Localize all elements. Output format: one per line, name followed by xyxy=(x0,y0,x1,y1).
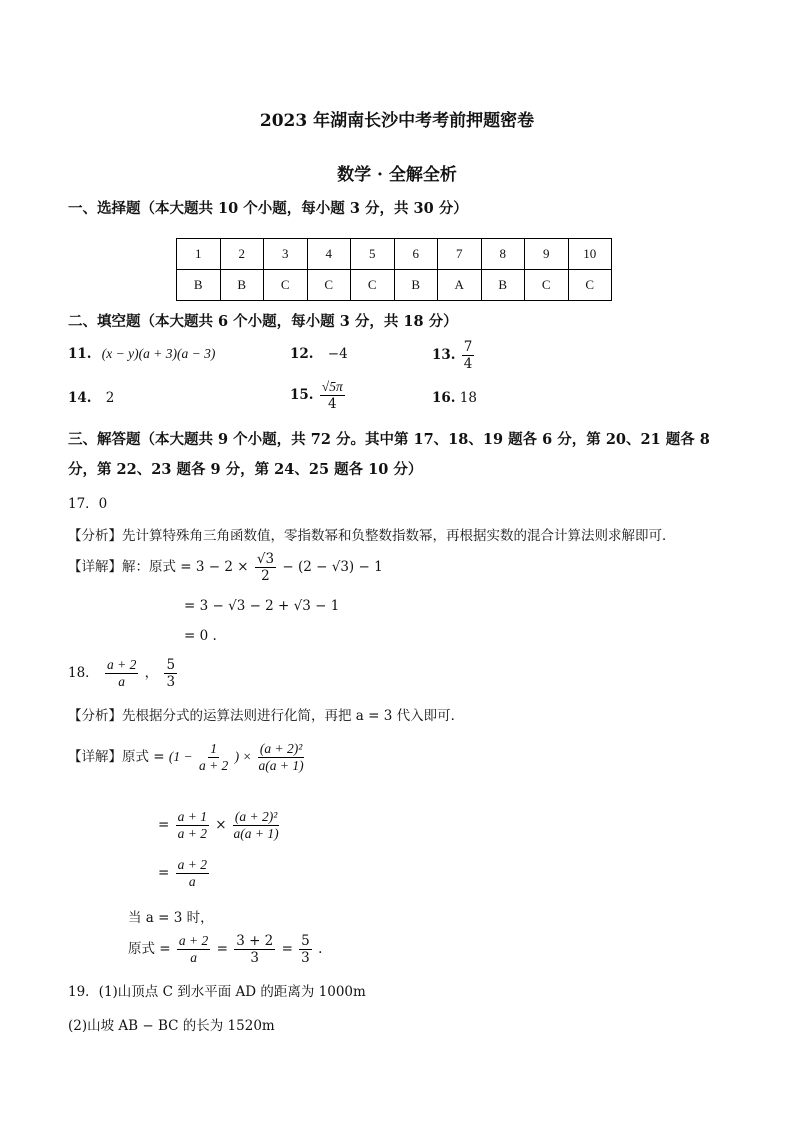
analysis-text: 先计算特殊角三角函数值，零指数幂和负整数指数幂，再根据实数的混合计算法则求解即可． xyxy=(122,528,676,544)
q13-fraction xyxy=(462,340,475,371)
q13-denominator: 4 xyxy=(463,356,473,373)
table-cell-answer: B xyxy=(177,270,221,301)
q18-final xyxy=(128,934,322,965)
q18-ans-denominator: a xyxy=(118,674,126,690)
fill-q13 xyxy=(432,340,476,371)
table-cell-answer: B xyxy=(481,270,525,301)
table-cell-answer: B xyxy=(394,270,438,301)
q12-answer: −4 xyxy=(327,346,348,362)
q18-step2-times: × xyxy=(215,817,227,834)
fill-q16 xyxy=(432,390,477,406)
q16-label: 16. xyxy=(432,390,456,406)
analysis-tag: 【分析】 xyxy=(68,708,122,724)
table-cell-number: 7 xyxy=(438,239,482,270)
q18-step1-frac1 xyxy=(199,742,228,773)
answer-table xyxy=(176,238,612,301)
q18-final-eq1: = xyxy=(216,941,228,958)
q18-ans-numerator: a + 2 xyxy=(105,658,138,674)
q18-analysis xyxy=(68,704,464,724)
detail-tag: 【详解】 xyxy=(68,559,122,576)
q18-label: 18． xyxy=(68,665,99,682)
q18-step1-b: ) × xyxy=(234,749,252,765)
q18-final-frac3 xyxy=(299,934,312,965)
q18-frac-denominator: a xyxy=(190,950,197,966)
q18-detail-step1 xyxy=(68,742,306,773)
page-subtitle: 数学 · 全解全析 xyxy=(337,165,457,185)
q18-frac-numerator: a + 1 xyxy=(176,810,209,826)
table-cell-answer: C xyxy=(351,270,395,301)
table-cell-answer: B xyxy=(220,270,264,301)
q18-step3 xyxy=(158,858,211,889)
analysis-text: 先根据分式的运算法则进行化简，再把 a = 3 代入即可． xyxy=(122,708,465,724)
q17-step1-fraction xyxy=(255,552,276,583)
table-cell-number: 2 xyxy=(220,239,264,270)
q17-step2: = 3 − √3 − 2 + √3 − 1 xyxy=(184,598,340,614)
q18-final-end: . xyxy=(318,941,323,958)
q17-detail-step1 xyxy=(68,552,383,583)
q15-numerator: √5π xyxy=(320,380,345,396)
q15-denominator: 4 xyxy=(327,396,337,413)
q19-line1: 19．(1)山顶点 C 到水平面 AD 的距离为 1000m xyxy=(68,984,366,1000)
page-title: 2023 年湖南长沙中考考前押题密卷 xyxy=(259,111,535,131)
table-cell-number: 9 xyxy=(525,239,569,270)
q18-when: 当 a = 3 时， xyxy=(128,910,214,926)
q17-analysis xyxy=(68,524,676,544)
detail-tag: 【详解】 xyxy=(68,749,122,766)
q18-frac-numerator: a + 2 xyxy=(177,934,210,950)
q17-step3: = 0 . xyxy=(184,628,217,644)
q17-step1-prefix: 解：原式 = 3 − 2 × xyxy=(122,559,249,576)
q18-step1-a: (1 − xyxy=(168,749,193,765)
table-cell-answer: C xyxy=(264,270,308,301)
fill-q14 xyxy=(68,390,114,406)
q16-answer: 18 xyxy=(459,390,477,406)
q18-final-eq2: = xyxy=(281,941,293,958)
table-cell-number: 8 xyxy=(481,239,525,270)
q18-ans2-fraction xyxy=(164,658,177,689)
q11-answer: (x − y)(a + 3)(a − 3) xyxy=(101,346,216,361)
table-cell-number: 10 xyxy=(568,239,612,270)
q15-label: 15. xyxy=(290,387,314,404)
answer-table-answer-row xyxy=(177,270,612,301)
fill-q15 xyxy=(290,380,347,411)
q12-label: 12. xyxy=(290,346,314,362)
q18-ans-fraction xyxy=(105,658,138,689)
q17-frac-numerator: √3 xyxy=(256,551,275,567)
table-cell-answer: C xyxy=(307,270,351,301)
q18-frac-numerator: 3 + 2 xyxy=(236,933,274,949)
q18-frac-numerator: (a + 2)² xyxy=(258,742,304,758)
q13-label: 13. xyxy=(432,347,456,364)
table-cell-answer: C xyxy=(525,270,569,301)
q18-step3-frac xyxy=(176,858,209,889)
q18-frac-denominator: a(a + 1) xyxy=(233,826,279,842)
q18-step2 xyxy=(158,810,281,841)
q18-step3-eq: = xyxy=(158,865,170,882)
answer-table-number-row xyxy=(177,239,612,270)
analysis-tag: 【分析】 xyxy=(68,528,122,544)
q17-step1-suffix: − (2 − √3) − 1 xyxy=(282,559,383,576)
q14-answer: 2 xyxy=(105,390,115,406)
table-cell-number: 4 xyxy=(307,239,351,270)
q18-frac-denominator: a(a + 1) xyxy=(258,758,304,774)
table-cell-number: 1 xyxy=(177,239,221,270)
q18-frac-denominator: a + 2 xyxy=(198,758,229,774)
section-solve-heading-line1: 三、解答题（本大题共 9 个小题，共 72 分。其中第 17、18、19 题各 6 分，第 20、21 题各 8 xyxy=(68,431,710,448)
q18-step2-eq: = xyxy=(158,817,170,834)
q18-answer xyxy=(68,658,179,689)
fill-q11 xyxy=(68,346,215,362)
q18-final-frac2 xyxy=(234,934,275,965)
q14-label: 14. xyxy=(68,390,92,406)
table-cell-number: 6 xyxy=(394,239,438,270)
q18-frac-numerator: (a + 2)² xyxy=(233,810,279,826)
q15-fraction xyxy=(320,380,345,411)
q11-label: 11. xyxy=(68,346,92,362)
q17-answer: 17．0 xyxy=(68,496,108,512)
fill-q12 xyxy=(290,346,348,362)
q18-step1-prefix: 原式 = xyxy=(122,749,165,766)
q18-frac-numerator: 5 xyxy=(301,933,310,949)
q18-frac-denominator: a + 2 xyxy=(177,826,207,842)
q18-ans2-denominator: 3 xyxy=(166,674,176,691)
q13-numerator: 7 xyxy=(463,339,473,355)
q18-frac-numerator: a + 2 xyxy=(176,858,209,874)
q18-ans2-numerator: 5 xyxy=(166,657,176,673)
table-cell-answer: C xyxy=(568,270,612,301)
section-fill-heading: 二、填空题（本大题共 6 个小题，每小题 3 分，共 18 分） xyxy=(68,313,458,330)
table-cell-answer: A xyxy=(438,270,482,301)
section-solve-heading-line2: 分，第 22、23 题各 9 分，第 24、25 题各 10 分） xyxy=(68,461,423,478)
q17-frac-denominator: 2 xyxy=(261,568,270,585)
table-cell-number: 3 xyxy=(264,239,308,270)
q18-step1-frac2 xyxy=(258,742,304,773)
q18-frac-denominator: 3 xyxy=(301,950,310,967)
q19-line2: (2)山坡 AB − BC 的长为 1520m xyxy=(68,1018,275,1034)
q18-frac-denominator: 3 xyxy=(250,950,260,967)
q18-final-frac1 xyxy=(177,934,210,965)
section-choice-heading: 一、选择题（本大题共 10 个小题，每小题 3 分，共 30 分） xyxy=(68,200,468,217)
q18-frac-denominator: a xyxy=(188,874,196,890)
q18-final-prefix: 原式 = xyxy=(128,941,171,958)
q18-step2-frac2 xyxy=(233,810,279,841)
q18-step2-frac1 xyxy=(176,810,209,841)
q18-ans-sep: ， xyxy=(144,665,159,682)
q18-frac-numerator: 1 xyxy=(208,742,219,758)
table-cell-number: 5 xyxy=(351,239,395,270)
